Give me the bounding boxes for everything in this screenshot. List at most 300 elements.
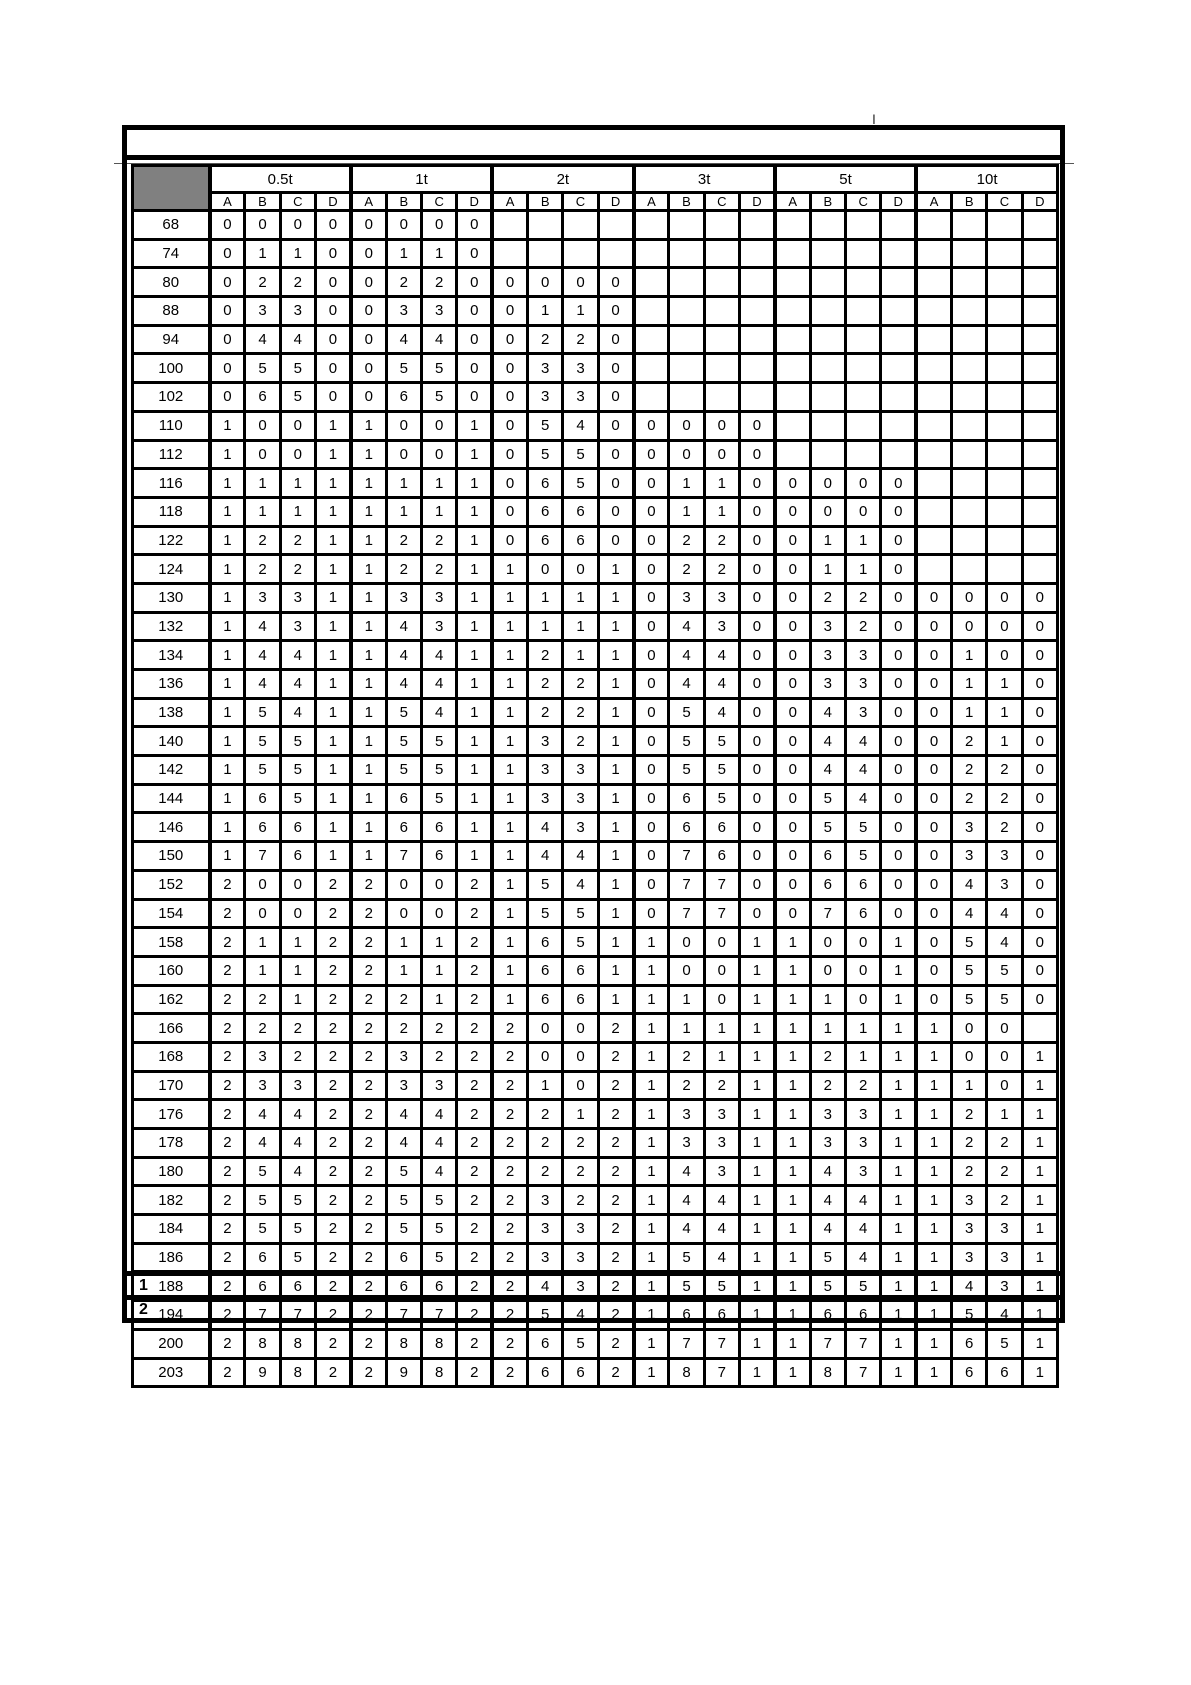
table-cell	[704, 239, 739, 268]
table-cell: 3	[563, 1215, 598, 1244]
table-cell	[1022, 555, 1057, 584]
table-cell: 1	[457, 526, 492, 555]
table-cell: 0	[351, 354, 386, 383]
table-cell: 2	[245, 526, 280, 555]
text-cursor-icon: I	[872, 111, 876, 127]
table-cell: 6	[386, 784, 421, 813]
sub-header: C	[987, 193, 1022, 211]
table-cell	[987, 297, 1022, 326]
table-cell: 1	[422, 928, 457, 957]
table-cell: 5	[704, 727, 739, 756]
table-cell: 1	[881, 1358, 916, 1387]
table-cell: 0	[775, 698, 810, 727]
table-cell: 1	[210, 497, 245, 526]
table-cell	[916, 354, 951, 383]
table-cell: 7	[704, 870, 739, 899]
table-cell: 0	[1022, 612, 1057, 641]
table-cell: 0	[881, 583, 916, 612]
table-cell: 4	[245, 1100, 280, 1129]
table-cell: 4	[386, 1100, 421, 1129]
sub-header: C	[280, 193, 315, 211]
table-cell: 2	[245, 555, 280, 584]
sub-header: D	[598, 193, 633, 211]
table-cell: 0	[739, 670, 774, 699]
row-label: 160	[133, 956, 210, 985]
table-cell: 2	[210, 899, 245, 928]
row-label: 110	[133, 411, 210, 440]
table-cell: 1	[1022, 1215, 1057, 1244]
table-cell: 6	[563, 497, 598, 526]
table-cell: 0	[881, 469, 916, 498]
table-cell	[775, 325, 810, 354]
sub-header: A	[351, 193, 386, 211]
table-cell	[563, 239, 598, 268]
table-row	[133, 842, 1058, 871]
table-cell: 2	[245, 268, 280, 297]
table-cell: 0	[351, 268, 386, 297]
table-cell: 1	[775, 1014, 810, 1043]
table-cell: 1	[739, 1215, 774, 1244]
table-cell: 6	[563, 526, 598, 555]
table-cell: 1	[739, 1329, 774, 1358]
table-row	[133, 440, 1058, 469]
table-cell: 0	[457, 268, 492, 297]
table-cell: 1	[457, 583, 492, 612]
table-cell: 0	[457, 239, 492, 268]
table-cell: 6	[704, 842, 739, 871]
table-cell: 4	[845, 727, 880, 756]
table-cell	[951, 297, 986, 326]
table-cell: 0	[810, 497, 845, 526]
table-cell: 6	[528, 469, 563, 498]
table-cell: 1	[634, 1157, 669, 1186]
row-label: 203	[133, 1358, 210, 1387]
table-cell: 2	[669, 1071, 704, 1100]
table-cell: 5	[563, 440, 598, 469]
footnote-1-label: 1	[139, 1277, 148, 1294]
table-cell: 0	[422, 870, 457, 899]
table-cell: 4	[704, 1215, 739, 1244]
row-label: 88	[133, 297, 210, 326]
table-cell: 4	[422, 641, 457, 670]
table-row	[133, 1042, 1058, 1071]
table-cell: 1	[563, 641, 598, 670]
row-label: 184	[133, 1215, 210, 1244]
table-cell: 1	[492, 899, 527, 928]
table-cell: 2	[280, 268, 315, 297]
table-cell: 1	[351, 641, 386, 670]
table-cell: 0	[987, 612, 1022, 641]
table-cell: 2	[987, 784, 1022, 813]
table-cell: 5	[987, 956, 1022, 985]
table-cell: 4	[280, 1157, 315, 1186]
table-cell: 1	[245, 956, 280, 985]
table-cell: 2	[457, 928, 492, 957]
table-cell: 0	[810, 928, 845, 957]
table-cell: 5	[422, 1186, 457, 1215]
table-cell	[916, 411, 951, 440]
table-cell: 2	[280, 555, 315, 584]
table-cell: 2	[422, 268, 457, 297]
table-cell: 4	[704, 1186, 739, 1215]
table-cell: 0	[634, 497, 669, 526]
table-cell: 6	[280, 813, 315, 842]
table-cell: 1	[210, 813, 245, 842]
table-cell: 1	[951, 641, 986, 670]
table-cell: 1	[916, 1215, 951, 1244]
table-cell: 1	[457, 727, 492, 756]
table-cell: 1	[457, 411, 492, 440]
table-cell: 0	[775, 784, 810, 813]
table-cell: 0	[634, 440, 669, 469]
table-cell: 7	[669, 870, 704, 899]
table-cell: 1	[386, 956, 421, 985]
table-cell: 2	[422, 555, 457, 584]
row-label: 170	[133, 1071, 210, 1100]
table-cell: 1	[739, 1071, 774, 1100]
table-cell	[916, 383, 951, 412]
table-cell: 1	[457, 612, 492, 641]
table-cell: 1	[210, 526, 245, 555]
table-cell: 1	[492, 641, 527, 670]
table-cell: 1	[1022, 1329, 1057, 1358]
table-cell: 0	[210, 383, 245, 412]
table-cell	[916, 469, 951, 498]
table-cell: 0	[739, 842, 774, 871]
table-cell: 1	[351, 555, 386, 584]
row-label: 116	[133, 469, 210, 498]
table-cell: 4	[669, 1157, 704, 1186]
table-cell: 0	[245, 411, 280, 440]
table-cell: 1	[492, 727, 527, 756]
row-label: 168	[133, 1042, 210, 1071]
table-cell: 0	[987, 1014, 1022, 1043]
table-cell: 2	[457, 985, 492, 1014]
table-cell: 0	[315, 325, 350, 354]
table-cell: 0	[987, 1042, 1022, 1071]
table-cell: 2	[598, 1301, 633, 1330]
table-cell: 8	[386, 1329, 421, 1358]
table-cell: 1	[739, 956, 774, 985]
table-cell: 2	[704, 526, 739, 555]
table-cell	[634, 268, 669, 297]
table-cell	[987, 268, 1022, 297]
table-cell: 2	[704, 1071, 739, 1100]
table-cell: 5	[669, 1243, 704, 1272]
table-cell	[775, 354, 810, 383]
table-cell: 0	[775, 813, 810, 842]
table-cell: 5	[810, 813, 845, 842]
table-cell: 2	[457, 1042, 492, 1071]
row-label: 118	[133, 497, 210, 526]
table-cell: 8	[280, 1358, 315, 1387]
row-label: 112	[133, 440, 210, 469]
table-cell: 1	[492, 813, 527, 842]
table-cell: 5	[528, 899, 563, 928]
table-cell: 2	[951, 727, 986, 756]
table-cell: 2	[210, 1358, 245, 1387]
table-cell: 6	[563, 1358, 598, 1387]
table-cell: 1	[810, 526, 845, 555]
row-label: 194	[133, 1301, 210, 1330]
table-cell: 3	[386, 583, 421, 612]
table-cell: 7	[704, 1329, 739, 1358]
table-cell	[1022, 239, 1057, 268]
table-cell: 1	[739, 1014, 774, 1043]
table-cell	[739, 297, 774, 326]
table-cell: 7	[810, 899, 845, 928]
row-label: 80	[133, 268, 210, 297]
table-cell: 1	[528, 612, 563, 641]
table-cell: 3	[704, 1100, 739, 1129]
row-label: 74	[133, 239, 210, 268]
table-cell: 1	[916, 1272, 951, 1301]
table-cell: 0	[351, 383, 386, 412]
table-cell	[704, 268, 739, 297]
table-cell: 4	[951, 870, 986, 899]
table-cell: 1	[916, 1301, 951, 1330]
table-cell: 2	[492, 1071, 527, 1100]
table-cell: 0	[492, 383, 527, 412]
table-cell: 0	[775, 670, 810, 699]
table-cell: 1	[457, 670, 492, 699]
table-cell: 0	[739, 612, 774, 641]
table-cell: 3	[987, 1243, 1022, 1272]
table-cell: 3	[987, 842, 1022, 871]
table-cell: 2	[210, 985, 245, 1014]
table-row	[133, 583, 1058, 612]
table-cell: 3	[528, 1215, 563, 1244]
table-cell: 1	[351, 469, 386, 498]
table-cell	[951, 469, 986, 498]
table-cell: 3	[422, 612, 457, 641]
table-cell: 3	[810, 641, 845, 670]
table-row	[133, 1243, 1058, 1272]
table-cell: 1	[210, 784, 245, 813]
table-cell: 0	[598, 297, 633, 326]
table-cell: 4	[810, 698, 845, 727]
table-cell	[669, 325, 704, 354]
table-cell: 1	[916, 1329, 951, 1358]
table-cell: 1	[1022, 1100, 1057, 1129]
table-cell: 8	[280, 1329, 315, 1358]
table-cell: 0	[845, 469, 880, 498]
table-cell: 1	[315, 583, 350, 612]
table-cell: 2	[351, 899, 386, 928]
table-cell: 4	[245, 612, 280, 641]
table-cell: 3	[563, 784, 598, 813]
sub-header: C	[704, 193, 739, 211]
table-cell	[916, 440, 951, 469]
table-cell	[669, 297, 704, 326]
table-cell: 6	[704, 813, 739, 842]
table-cell: 5	[951, 956, 986, 985]
table-cell: 9	[245, 1358, 280, 1387]
table-cell: 0	[669, 928, 704, 957]
table-cell	[987, 440, 1022, 469]
table-cell: 0	[634, 842, 669, 871]
table-cell: 6	[386, 813, 421, 842]
table-cell: 0	[245, 440, 280, 469]
table-cell: 6	[528, 1358, 563, 1387]
table-cell: 4	[810, 756, 845, 785]
table-cell: 1	[916, 1358, 951, 1387]
table-cell: 3	[386, 1042, 421, 1071]
table-cell: 1	[563, 612, 598, 641]
table-row	[133, 756, 1058, 785]
table-cell: 2	[492, 1301, 527, 1330]
table-cell	[881, 383, 916, 412]
table-cell: 0	[422, 899, 457, 928]
table-cell: 2	[315, 1186, 350, 1215]
table-cell: 4	[386, 612, 421, 641]
table-cell: 2	[457, 1358, 492, 1387]
table-cell: 5	[951, 985, 986, 1014]
table-cell: 2	[210, 1243, 245, 1272]
table-cell: 2	[563, 698, 598, 727]
table-cell: 0	[775, 583, 810, 612]
table-cell	[704, 211, 739, 240]
table-cell: 2	[457, 1071, 492, 1100]
table-cell: 2	[492, 1100, 527, 1129]
table-cell	[845, 211, 880, 240]
table-cell: 2	[210, 1071, 245, 1100]
table-cell: 0	[1022, 670, 1057, 699]
table-cell: 1	[634, 1358, 669, 1387]
table-cell: 1	[634, 1329, 669, 1358]
table-cell: 1	[598, 899, 633, 928]
table-cell: 5	[845, 1272, 880, 1301]
table-cell: 4	[704, 1243, 739, 1272]
table-row	[133, 1186, 1058, 1215]
sub-header: A	[775, 193, 810, 211]
table-cell: 3	[528, 1243, 563, 1272]
table-cell: 0	[916, 899, 951, 928]
table-cell: 0	[739, 583, 774, 612]
table-cell	[916, 268, 951, 297]
table-cell: 8	[810, 1358, 845, 1387]
table-cell	[845, 239, 880, 268]
table-row	[133, 1215, 1058, 1244]
table-cell: 1	[315, 698, 350, 727]
table-cell: 2	[386, 526, 421, 555]
table-cell	[634, 325, 669, 354]
table-cell: 1	[634, 956, 669, 985]
table-cell: 0	[386, 870, 421, 899]
table-cell: 5	[280, 756, 315, 785]
table-cell: 2	[422, 526, 457, 555]
table-cell: 2	[351, 1215, 386, 1244]
table-cell: 2	[315, 1014, 350, 1043]
table-cell: 1	[245, 928, 280, 957]
table-cell: 2	[210, 1100, 245, 1129]
table-cell: 1	[422, 956, 457, 985]
table-cell: 1	[1022, 1301, 1057, 1330]
row-label: 146	[133, 813, 210, 842]
table-cell	[1022, 325, 1057, 354]
sub-header: D	[739, 193, 774, 211]
table-cell: 0	[1022, 842, 1057, 871]
table-cell: 1	[634, 985, 669, 1014]
table-cell: 4	[669, 1186, 704, 1215]
row-label: 94	[133, 325, 210, 354]
table-cell: 2	[845, 612, 880, 641]
table-cell: 6	[845, 899, 880, 928]
table-cell: 1	[528, 583, 563, 612]
row-label: 102	[133, 383, 210, 412]
table-cell: 1	[739, 928, 774, 957]
table-cell: 0	[704, 411, 739, 440]
table-cell: 2	[563, 727, 598, 756]
table-cell	[528, 211, 563, 240]
table-cell	[951, 383, 986, 412]
table-cell	[916, 497, 951, 526]
table-cell	[951, 497, 986, 526]
table-cell: 1	[739, 1129, 774, 1158]
table-cell: 0	[916, 698, 951, 727]
table-row	[133, 1329, 1058, 1358]
table-cell: 2	[280, 526, 315, 555]
table-row	[133, 698, 1058, 727]
table-cell: 5	[987, 985, 1022, 1014]
table-cell: 2	[210, 1129, 245, 1158]
table-cell: 0	[916, 756, 951, 785]
table-cell: 1	[634, 1272, 669, 1301]
table-cell: 7	[386, 1301, 421, 1330]
table-cell: 4	[845, 1243, 880, 1272]
table-cell	[775, 411, 810, 440]
table-cell: 5	[563, 928, 598, 957]
table-row	[133, 899, 1058, 928]
table-cell: 0	[951, 612, 986, 641]
table-cell: 2	[280, 1014, 315, 1043]
table-cell: 0	[598, 440, 633, 469]
table-cell: 3	[845, 1129, 880, 1158]
table-cell: 8	[422, 1358, 457, 1387]
table-cell: 0	[528, 1014, 563, 1043]
table-cell: 2	[351, 1272, 386, 1301]
table-cell: 1	[280, 497, 315, 526]
table-row	[133, 612, 1058, 641]
table-cell: 1	[987, 727, 1022, 756]
table-cell: 0	[457, 383, 492, 412]
table-cell	[1022, 211, 1057, 240]
table-cell: 0	[1022, 784, 1057, 813]
table-cell	[845, 440, 880, 469]
table-cell: 3	[563, 383, 598, 412]
table-cell: 0	[210, 354, 245, 383]
table-cell: 0	[598, 268, 633, 297]
table-cell: 2	[210, 1042, 245, 1071]
row-label: 158	[133, 928, 210, 957]
table-cell: 5	[386, 1215, 421, 1244]
table-cell: 5	[422, 354, 457, 383]
table-cell: 0	[492, 325, 527, 354]
table-row	[133, 928, 1058, 957]
table-cell: 0	[598, 383, 633, 412]
table-cell: 1	[598, 641, 633, 670]
table-cell: 4	[810, 1157, 845, 1186]
table-cell: 3	[528, 1186, 563, 1215]
table-cell: 0	[634, 411, 669, 440]
row-label: 130	[133, 583, 210, 612]
table-cell	[775, 268, 810, 297]
table-cell: 2	[598, 1329, 633, 1358]
table-cell	[775, 297, 810, 326]
table-cell: 0	[210, 268, 245, 297]
table-cell: 4	[422, 1129, 457, 1158]
table-row	[133, 1100, 1058, 1129]
